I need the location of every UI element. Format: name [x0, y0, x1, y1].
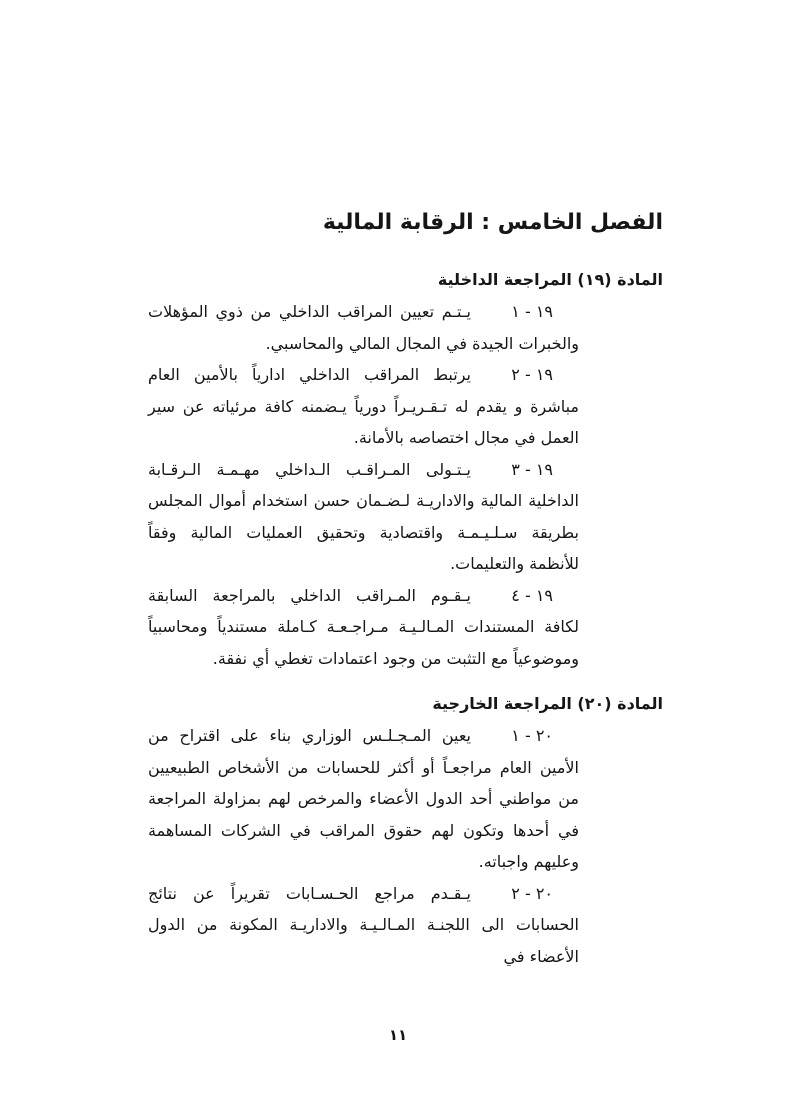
clause-text: يـتـم تعيين المراقب الداخلي من ذوي المؤهلات والخبرات الجيدة في المجال المالي والمحاسبي. [148, 302, 579, 353]
clause-number: ١٩ - ١ [511, 302, 553, 321]
clause-19-2 [148, 359, 579, 454]
clause-19-3 [148, 454, 579, 580]
clause-text: يعين المـجـلـس الوزاري بناء على اقتراح من الأمين العام مراجعـاً أو أكثر للحسابات من الأشخاص الطبيعيين من مواطني أحد الدول الأعضاء والمرخص لهم بمزاولة المراجعة في أحدها وتكون لهم حقوق المراقب في الشركات المساهمة وعليهم واجباته. [148, 726, 579, 871]
clause-number: ٢٠ - ٢ [511, 883, 553, 903]
clause-number: ١٩ - ٣ [511, 459, 553, 479]
clause-19-1 [148, 296, 579, 359]
page-content [148, 204, 663, 972]
clause-text: يـقـدم مراجع الحـسـابات تقريراً عن نتائج الحسابات الى اللجنـة المـالـيـة والاداريـة المكونة من الدول الأعضاء في [148, 883, 579, 966]
chapter-title: الفصل الخامس : الرقابة المالية [322, 210, 663, 235]
clause-number: ٢٠ - ١ [511, 726, 553, 745]
clause-20-2 [148, 878, 579, 973]
clause-text: يرتبط المراقب الداخلي ادارياً بالأمين العام مباشرة و يقدم له تـقـريـراً دورياً يـضمنه كافة مرئياته عن سير العمل في مجال اختصاصه بالأمانة. [148, 365, 579, 447]
clause-number: ١٩ - ٢ [511, 365, 553, 384]
article-20-section [148, 690, 663, 972]
page-number: ١١ [388, 1026, 408, 1044]
article-19-section [148, 266, 663, 674]
article-20-heading: المادة (٢٠) المراجعة الخارجية [432, 694, 663, 713]
clause-number: ١٩ - ٤ [511, 585, 553, 605]
article-19-heading: المادة (١٩) المراجعة الداخلية [437, 270, 663, 289]
clause-text: يـتـولى المـراقـب الـداخلي مهـمـة الـرقـابة الداخلية المالية والاداريـة لـضـمان حسن استخدام أموال المجلس بطريقة سـلـيـمـة واقتصادية وتحقيق العمليات المالية وفقاً للأنظمة والتعليمات. [148, 459, 579, 573]
clause-19-4 [148, 580, 579, 675]
clause-text: يـقـوم المـراقب الداخلي بالمراجعة السابقة لكافة المستندات المـالـيـة مـراجـعـة كـاملة مستندياً ومحاسبياً وموضوعياً مع التثبت من وجود اعتمادات تغطي أي نفقة. [148, 585, 579, 668]
clause-20-1 [148, 720, 579, 878]
